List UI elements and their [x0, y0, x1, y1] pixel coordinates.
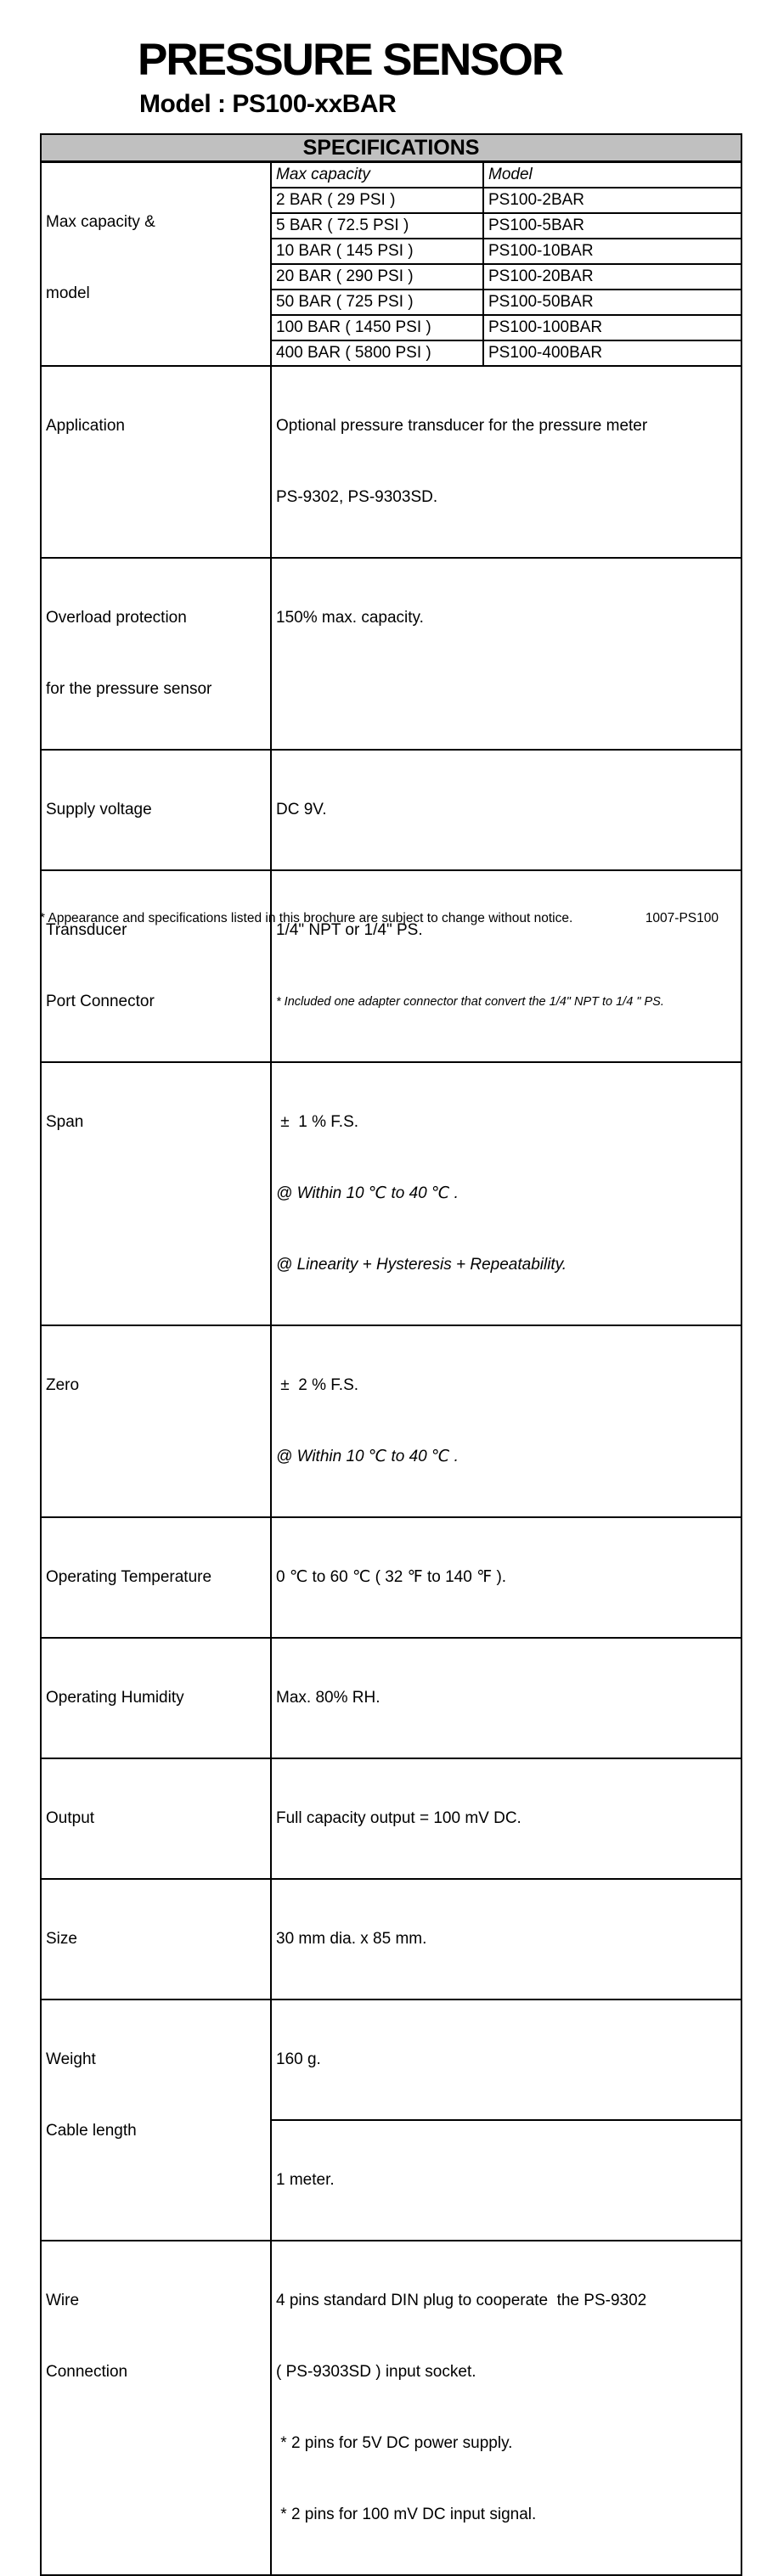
value-line: Max. 80% RH.: [276, 1689, 381, 1707]
value-line: DC 9V.: [276, 801, 327, 818]
row-value: [271, 2120, 741, 2241]
label-line: Application: [46, 417, 125, 435]
capacity-value: 2 BAR ( 29 PSI ): [271, 188, 483, 213]
value-line: PS-9302, PS-9303SD.: [276, 488, 438, 506]
value-line: ± 2 % F.S.: [276, 1376, 359, 1394]
row-value: [271, 1758, 741, 1879]
capacity-value: 20 BAR ( 290 PSI ): [271, 264, 483, 290]
spec-row-application: [41, 366, 741, 558]
value-line: 1 meter.: [276, 2171, 335, 2189]
label-line: for the pressure sensor: [46, 680, 212, 698]
model-value: PS100-400BAR: [483, 340, 741, 366]
row-label: [41, 558, 271, 750]
value-line: @ Linearity + Hysteresis + Repeatability.: [276, 1256, 567, 1274]
row-label: [41, 1879, 271, 1999]
label-line: Transducer: [46, 921, 127, 939]
spec-row-zero: [41, 1325, 741, 1517]
value-line: 160 g.: [276, 2050, 321, 2068]
row-label: [41, 750, 271, 870]
model-value: PS100-10BAR: [483, 239, 741, 264]
label-line: Weight: [46, 2050, 96, 2068]
label-line: Zero: [46, 1376, 80, 1394]
label-line: model: [46, 284, 90, 302]
spec-row-operating-humidity: [41, 1638, 741, 1758]
row-label-weight-cable: [41, 1999, 271, 2241]
table-header-row: [41, 134, 741, 162]
row-value: [271, 1999, 741, 2120]
value-line: @ Within 10 ℃ to 40 ℃ .: [276, 1184, 459, 1202]
spec-row-weight: [41, 1999, 741, 2120]
row-label: [41, 1062, 271, 1325]
value-line: Optional pressure transducer for the pressure meter: [276, 417, 648, 435]
label-line: Span: [46, 1113, 84, 1131]
value-line: 0 ℃ to 60 ℃ ( 32 ℉ to 140 ℉ ).: [276, 1568, 507, 1586]
value-line: 150% max. capacity.: [276, 609, 424, 627]
model-value: PS100-20BAR: [483, 264, 741, 290]
model-value: PS100-100BAR: [483, 315, 741, 340]
label-line: Connection: [46, 2363, 128, 2381]
spec-row-operating-temperature: [41, 1517, 741, 1638]
row-value: [271, 870, 741, 1062]
row-value: [271, 1062, 741, 1325]
spec-row-output: [41, 1758, 741, 1879]
value-line: 30 mm dia. x 85 mm.: [276, 1930, 427, 1948]
spec-row-wire-connection: [41, 2241, 741, 2575]
label-line: Port Connector: [46, 993, 155, 1010]
footer-disclaimer: * Appearance and specifications listed in this brochure are subject to change without notice.: [40, 911, 573, 925]
specifications-table: [40, 133, 742, 2576]
label-line: Operating Temperature: [46, 1568, 212, 1586]
row-value: [271, 1325, 741, 1517]
label-line: Operating Humidity: [46, 1689, 184, 1707]
value-line: 4 pins standard DIN plug to cooperate the PS-9302: [276, 2292, 647, 2309]
row-label: [41, 1325, 271, 1517]
row-value: [271, 366, 741, 558]
page-title: PRESSURE SENSOR: [138, 35, 563, 85]
value-line: Full capacity output = 100 mV DC.: [276, 1809, 521, 1827]
row-label-max-capacity-model: [41, 162, 271, 367]
capacity-value: 100 BAR ( 1450 PSI ): [271, 315, 483, 340]
col-header-max-capacity: Max capacity: [271, 162, 483, 188]
spec-row-supply-voltage: [41, 750, 741, 870]
label-line: Size: [46, 1930, 77, 1948]
row-value: [271, 558, 741, 750]
capacity-value: 5 BAR ( 72.5 PSI ): [271, 213, 483, 239]
spec-row-transducer-port: [41, 870, 741, 1062]
model-subtitle: Model : PS100-xxBAR: [139, 90, 397, 118]
model-value: PS100-5BAR: [483, 213, 741, 239]
label-line: Cable length: [46, 2122, 137, 2140]
model-value: PS100-2BAR: [483, 188, 741, 213]
row-label: [41, 1517, 271, 1638]
capacity-value: 10 BAR ( 145 PSI ): [271, 239, 483, 264]
spec-row-size: [41, 1879, 741, 1999]
value-line: * 2 pins for 100 mV DC input signal.: [276, 2506, 537, 2523]
value-line: ± 1 % F.S.: [276, 1113, 359, 1131]
spec-row-span: [41, 1062, 741, 1325]
value-line: * 2 pins for 5V DC power supply.: [276, 2434, 513, 2452]
row-value: [271, 1879, 741, 1999]
label-line: Max capacity &: [46, 213, 155, 231]
row-value: [271, 1638, 741, 1758]
capacity-header-row: [41, 162, 741, 188]
document-code: 1007-PS100: [645, 911, 719, 925]
capacity-value: 50 BAR ( 725 PSI ): [271, 290, 483, 315]
value-line: 1/4" NPT or 1/4" PS.: [276, 921, 423, 939]
row-value: [271, 1517, 741, 1638]
label-line: Output: [46, 1809, 95, 1827]
row-label: [41, 366, 271, 558]
label-line: Supply voltage: [46, 801, 152, 818]
table-title: SPECIFICATIONS: [41, 134, 741, 162]
footer: [40, 910, 741, 927]
row-value: [271, 2241, 741, 2575]
row-label: [41, 870, 271, 1062]
value-line: @ Within 10 ℃ to 40 ℃ .: [276, 1448, 459, 1465]
label-line: Wire: [46, 2292, 80, 2309]
spec-row-overload: [41, 558, 741, 750]
row-label: [41, 1758, 271, 1879]
capacity-value: 400 BAR ( 5800 PSI ): [271, 340, 483, 366]
model-value: PS100-50BAR: [483, 290, 741, 315]
adapter-note: * Included one adapter connector that convert the 1/4" NPT to 1/4 " PS.: [276, 995, 664, 1009]
row-label: [41, 2241, 271, 2575]
row-label: [41, 1638, 271, 1758]
col-header-model: Model: [483, 162, 741, 188]
value-line: ( PS-9303SD ) input socket.: [276, 2363, 476, 2381]
row-value: [271, 750, 741, 870]
label-line: Overload protection: [46, 609, 187, 627]
